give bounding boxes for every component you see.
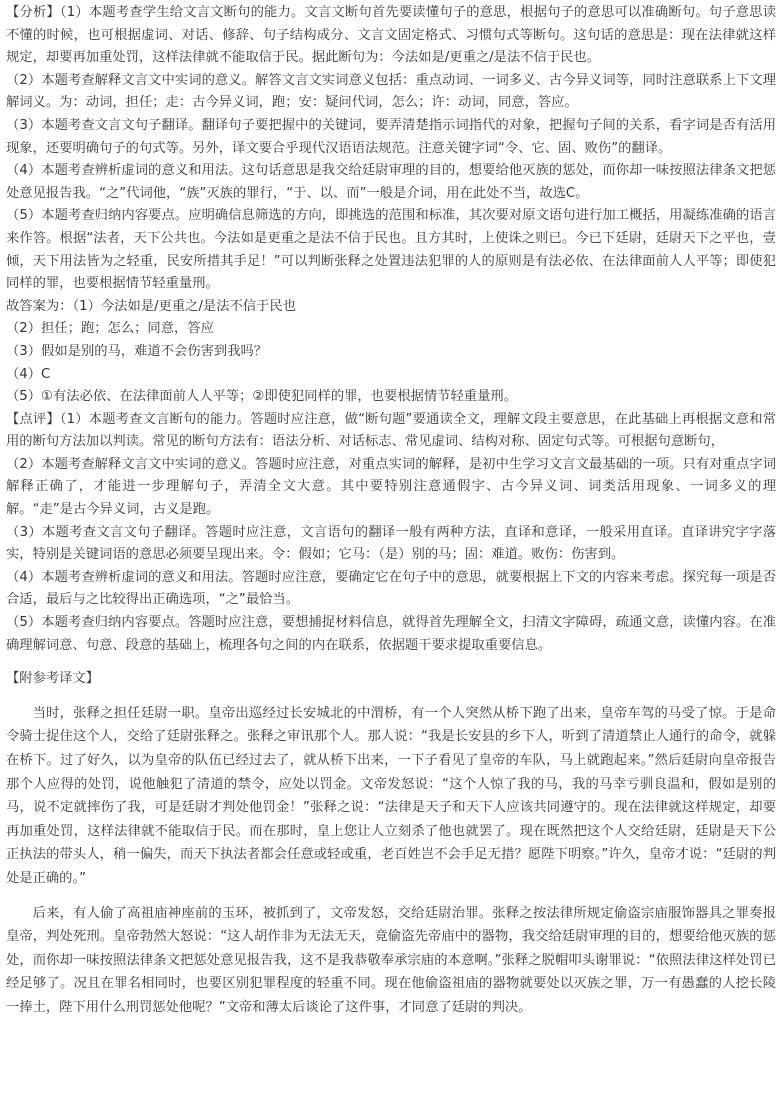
analysis-paragraph-2: （2）本题考查解释文言文中实词的意义。解答文言文实词意义包括：重点动词、一词多义、古今异义词等，同时注意联系上下文理解词义。为：动词，担任；走：古今异义词，跑；安：疑问代词，怎么；许：动词，同意，答应。 (6, 72, 776, 111)
comment-paragraph-3: （3）本题考查文言文句子翻译。答题时应注意，文言语句的翻译一般有两种方法，直译和意译，一般采用直译。直译讲究字字落实，特别是关键词语的意思必须要呈现出来。令：假如；它马：（是）别的马；固：难道。败伤：伤害到。 (6, 524, 776, 563)
reference-translation-title: 【附参考译文】 (6, 671, 100, 687)
answer-line-2: （2）担任；跑；怎么；同意，答应 (6, 321, 214, 337)
comment-paragraph-2: （2）本题考查解释文言文中实词的意义。答题时应注意，对重点实词的解释，是初中生学习文言文最基础的一项。只有对重点字词解释正确了，才能进一步理解句子，弄清全文大意。其中要特别注意通假字、古今异义词、词类活用现象、一词多义的理解。“走”是古今异义词，古义是跑。 (6, 456, 776, 518)
comment-paragraph-4: （4）本题考查辨析虚词的意义和用法。答题时应注意，要确定它在句子中的意思，就要根据上下文的内容来考虑。探究每一项是否合适，最后与之比较得出正确选项，“之”最恰当。 (6, 569, 776, 608)
section-spacer (6, 691, 776, 702)
answer-line-3: （3）假如是别的马，难道不会伤害到我吗？ (6, 343, 268, 359)
translation-paragraph-1: 当时，张释之担任廷尉一职。皇帝出巡经过长安城北的中渭桥，有一个人突然从桥下跑了出来，皇帝车驾的马受了惊。于是命令骑士捉住这个人，交给了廷尉张释之。张释之审讯那个人。那人说：“我是长安县的乡下人，听到了清道禁止人通行的命令，就躲在桥下。过了好久，以为皇帝的队伍已经过去了，就从桥下出来，一下子看见了皇帝的车队，马上就跑起来。”然后廷尉向皇帝报告那个人应得的处罚，说他触犯了清道的禁令，应处以罚金。文帝发怒说：“这个人惊了我的马，我的马幸亏驯良温和，假如是别的马，说不定就摔伤了我，可是廷尉才判处他罚金！”张释之说：“法律是天子和天下人应该共同遵守的。现在法律就这样规定，却要再加重处罚，这样法律就不能取信于民。而在那时，皇上您让人立刻杀了他也就罢了。现在既然把这个人交给廷尉，廷尉是天下公正执法的带头人，稍一偏失，而天下执法者都会任意或轻或重，老百姓岂不会手足无措？愿陛下明察。”许久，皇帝才说：“廷尉的判处是正确的。” (6, 705, 776, 886)
answer-line-5: （5）①有法必依、在法律面前人人平等；②即使犯同样的罪，也要根据情节轻重量刑。 (6, 389, 517, 405)
analysis-paragraph-4: （4）本题考查辨析虚词的意义和用法。这句话意思是我交给廷尉审理的目的，想要给他灭族的惩处，而你却一味按照法律条文把惩处意见报告我。“之”代词他，“族”灭族的罪行，“于、以、而”一般是介词，用在此处不当，故选C。 (6, 163, 776, 201)
comment-paragraph-1: 【点评】（1）本题考查文言断句的能力。答题时应注意，做“断句题”要通读全文，理解文段主要意思，在此基础上再根据文意和常用的断句方法加以判读。常见的断句方法有：语法分析、对话标志、常见虚词、结构对称、固定句式等。可根据句意断句， (6, 411, 776, 450)
paragraph-spacer (6, 891, 776, 902)
section-spacer (6, 657, 776, 668)
translation-paragraph-2: 后来，有人偷了高祖庙神座前的玉环，被抓到了，文帝发怒，交给廷尉治罪。张释之按法律所规定偷盗宗庙服饰器具之罪奏报皇帝，判处死刑。皇帝勃然大怒说：“这人胡作非为无法无天，竟偷盗先帝庙中的器物，我交给廷尉审理的目的，想要给他灭族的惩处，而你却一味按照法律条文把惩处意见报告我，这不是我恭敬奉承宗庙的本意啊。”张释之脱帽叩头谢罪说：“依照法律这样处罚已经足够了。况且在罪名相同时，也要区别犯罪程度的轻重不同。现在他偷盗祖庙的器物就要处以灭族之罪，万一有愚蠢的人挖长陵一捧土，陛下用什么刑罚惩处他呢？”文帝和薄太后谈论了这件事，才同意了廷尉的判决。 (6, 905, 776, 1015)
comment-paragraph-5: （5）本题考查归纳内容要点。答题时应注意，要想捕捉材料信息，就得首先理解全文，扫清文字障碍，疏通文意，读懂内容。在准确理解词意、句意、段意的基础上，梳理各句之间的内在联系，依据题干要求提取重要信息。 (6, 615, 776, 653)
answer-line-1: 故答案为：（1）今法如是/更重之/是法不信于民也 (6, 298, 297, 314)
analysis-paragraph-1: 【分析】（1）本题考查学生给文言文断句的能力。文言文断句首先要读懂句子的意思，根据句子的意思可以准确断句。句子意思读不懂的时候，也可根据虚词、对话、修辞、句子结构成分、文言文固定格式、习惯句式等断句。这句话的意思是：现在法律就这样规定，却要再加重处罚，这样法律就不能取信于民。据此断句为：今法如是/更重之/是法不信于民也。 (6, 5, 776, 66)
analysis-paragraph-3: （3）本题考查文言文句子翻译。翻译句子要把握中的关键词，要弄清楚指示词指代的对象，把握句子间的关系，看字词是否有活用现象，还要明确句子的句式等。另外，译文要合乎现代汉语语法规范。注意关键字词“令、它、固、败伤”的翻译。 (6, 117, 776, 156)
analysis-paragraph-5: （5）本题考查归纳内容要点。应明确信息筛选的方向，即挑选的范围和标准，其次要对原文语句进行加工概括，用凝练准确的语言来作答。根据“法者，天下公共也。今法如是更重之是法不信于民也。且方其时，上使诛之则已。今已下廷尉，廷尉天下之平也，壹倾，天下用法皆为之轻重，民安所措其手足！”可以判断张释之处置违法犯罪的人的原则是有法必依、在法律面前人人平等；即使犯同样的罪，也要根据情节轻重量刑。 (6, 208, 776, 292)
answer-line-4: （4）C (6, 366, 51, 382)
